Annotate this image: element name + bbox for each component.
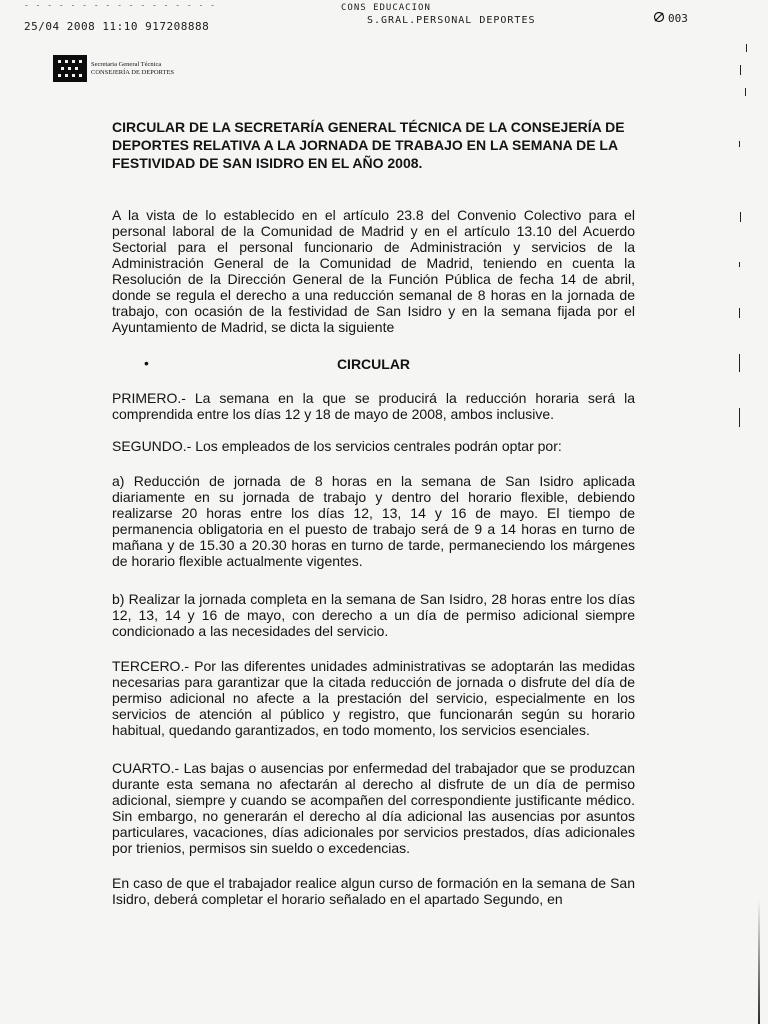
circular-heading-text: CIRCULAR	[336, 356, 411, 372]
section-cuarto: CUARTO.- Las bajas o ausencias por enfermedad del trabajador que se produzcan durante esta semana no afectarán al derecho al disfrute de un día de permiso adicional, siempre y cuando se acompañen del correspondiente justificante médico. Sin embargo, no generarán el derecho al día adicional las ausencias por asuntos particulares, vacaciones, días adicionales por servicios prestados, días adicionales por trienios, permisos sin sueldo o excedencias.	[112, 760, 635, 856]
margin-mark	[739, 262, 740, 267]
fax-page-icon	[653, 11, 665, 26]
fax-sender: S.GRAL.PERSONAL DEPORTES	[367, 15, 536, 26]
margin-mark	[739, 408, 740, 427]
logo-line-2: CONSEJERÍA DE DEPORTES	[91, 69, 175, 76]
fax-sender-top: CONS EDUCACION	[341, 3, 431, 13]
section-primero: PRIMERO.- La semana en la que se producirá la reducción horaria será la comprendida entre los días 12 y 18 de mayo de 2008, ambos inclusive.	[112, 390, 635, 422]
margin-mark	[740, 65, 741, 75]
logo-text	[91, 61, 174, 77]
option-a: a) Reducción de jornada de 8 horas en la semana de San Isidro aplicada diariamente en su jornada de trabajo y dentro del horario flexible, debiendo realizarse 20 horas entre los días 12, 13, 14 y 16 de mayo. El tiempo de permanencia obligatoria en el puesto de trabajo será de 9 a 14 horas en turno de mañana y de 15.30 a 20.30 horas en turno de tarde, permaneciendo los márgenes de horario flexible actualmente vigentes.	[112, 473, 635, 569]
margin-mark	[739, 141, 740, 147]
final-paragraph: En caso de que el trabajador realice algun curso de formación en la semana de San Isidro, deberá completar el horario señalado en el apartado Segundo, en	[112, 875, 635, 907]
logo-line-1: Secretaria General Técnica	[91, 61, 162, 68]
comunidad-madrid-logo	[53, 55, 217, 85]
scanner-margin-marks	[738, 40, 750, 990]
fax-page-indicator	[653, 11, 688, 26]
madrid-stars-logo-icon	[53, 55, 87, 82]
margin-mark	[740, 212, 741, 222]
margin-mark	[739, 354, 740, 372]
fax-top-fragment: - - - - - - - - - - - - - - - - -	[24, 1, 216, 10]
document-title: CIRCULAR DE LA SECRETARÍA GENERAL TÉCNICA DE LA CONSEJERÍA DE DEPORTES RELATIVA A LA JORNADA DE TRABAJO EN LA SEMANA DE LA FESTIVIDAD DE SAN ISIDRO EN EL AÑO 2008.	[112, 119, 625, 171]
section-tercero: TERCERO.- Por las diferentes unidades administrativas se adoptarán las medidas necesarias para garantizar que la citada reducción de jornada o disfrute del día de permiso adicional no afecte a la prestación del servicio, especialmente en los servicios de atención al público y registro, que funcionarán según su horario habitual, quedando garantizados, en todo momento, los servicios esenciales.	[112, 658, 635, 738]
section-segundo: SEGUNDO.- Los empleados de los servicios centrales podrán optar por:	[112, 438, 562, 454]
fax-header	[24, 1, 748, 34]
option-b: b) Realizar la jornada completa en la semana de San Isidro, 28 horas entre los días 12, 13, 14 y 16 de mayo, con derecho a un día de permiso adicional siempre condicionado a las necesidades del servicio.	[112, 591, 635, 639]
fax-page-number: 003	[668, 12, 688, 25]
circular-document	[112, 118, 635, 907]
introduction-paragraph: A la vista de lo establecido en el artículo 23.8 del Convenio Colectivo para el personal laboral de la Comunidad de Madrid y en el artículo 13.10 del Acuerdo Sectorial para el personal funcionario de Administración y servicios de la Administración General de la Comunidad de Madrid, teniendo en cuenta la Resolución de la Dirección General de la Función Pública de fecha 14 de abril, donde se regula el derecho a una reducción semanal de 8 horas en la jornada de trabajo, con ocasión de la festividad de San Isidro y en la semana fijada por el Ayuntamiento de Madrid, se dicta la siguiente	[112, 207, 635, 335]
margin-mark	[746, 44, 747, 52]
margin-mark	[739, 308, 740, 318]
margin-mark	[745, 88, 746, 96]
fax-date-time-number: 25/04 2008 11:10 917208888	[24, 20, 210, 33]
scan-edge-shadow	[758, 900, 760, 1024]
heading-mark: •	[144, 355, 149, 371]
circular-heading	[112, 356, 635, 372]
